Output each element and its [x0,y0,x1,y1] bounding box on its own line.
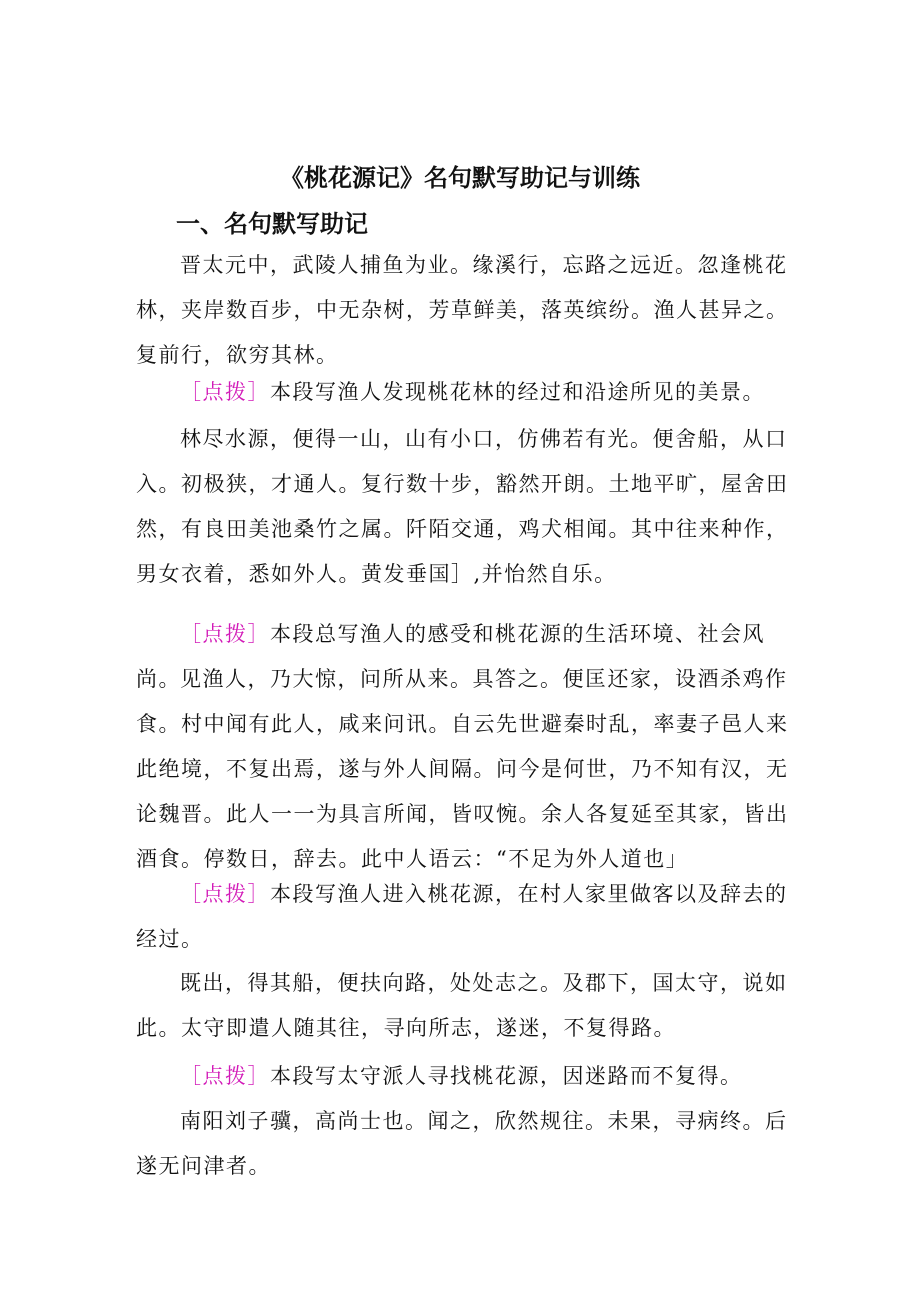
tip-text: 本段写太守派人寻找桃花源，因迷路而不复得。 [270,1064,743,1088]
tip-paragraph-4 [136,1054,800,1099]
paragraph-3: 见渔人，乃大惊，问所从来。具答之。便匡还家，设酒杀鸡作食。村中闻有此人，咸来问讯。自云先世避秦时乱，率妻子邑人来此绝境，不复出焉，遂与外人间隔。问今是何世，乃不知有汉，无论魏晋。此人一一为具言所闻，皆叹惋。余人各复延至其家，皆出酒食。停数日，辞去。此中人语云：“不足为外人道也」 [136,667,789,871]
document-title: 《桃花源记》名句默写助记与训练 [280,164,640,192]
paragraph-4: 既出，得其船，便扶向路，处处志之。及郡下，国太守，说如此。太守即遣人随其往，寻向所志，遂迷，不复得路。 [136,971,788,1040]
paragraph-5: 南阳刘子骥，高尚士也。闻之，欣然规往。未果，寻病终。后遂无问津者。 [136,1109,788,1178]
tip-text: 本段总写渔人的感受和桃花源的生活环境、社会风尚。 [136,622,765,691]
tip-text: 本段写渔人进入桃花源，在村人家里做客以及辞去的经过。 [136,882,788,951]
tip-label: ［点拨］ [180,1064,270,1088]
tip-label: ［点拨］ [180,882,270,906]
paragraph-2: 林尽水源，便得一山，山有小口，仿佛若有光。便舍船，从口入。初极狭，才通人。复行数十步，豁然开朗。土地平旷，屋舍田然，有良田美池桑竹之属。阡陌交通，鸡犬相闻。其中往来种作，男女衣着，悉如外人。黄发垂国］,并怡然自乐。 [136,427,789,586]
tip-text: 本段写渔人发现桃花林的经过和沿途所见的美景。 [270,380,765,404]
tip-label: ［点拨］ [180,380,270,404]
section-heading: 一、名句默写助记 [176,210,368,238]
tip-paragraph-3 [136,872,800,962]
tip-label: ［点拨］ [180,622,270,646]
tip-paragraph-1 [136,370,800,415]
paragraph-1: 晋太元中，武陵人捕鱼为业。缘溪行，忘路之远近。忽逢桃花林，夹岸数百步，中无杂树，芳草鲜美，落英缤纷。渔人甚异之。复前行，欲穷其林。 [136,253,789,367]
